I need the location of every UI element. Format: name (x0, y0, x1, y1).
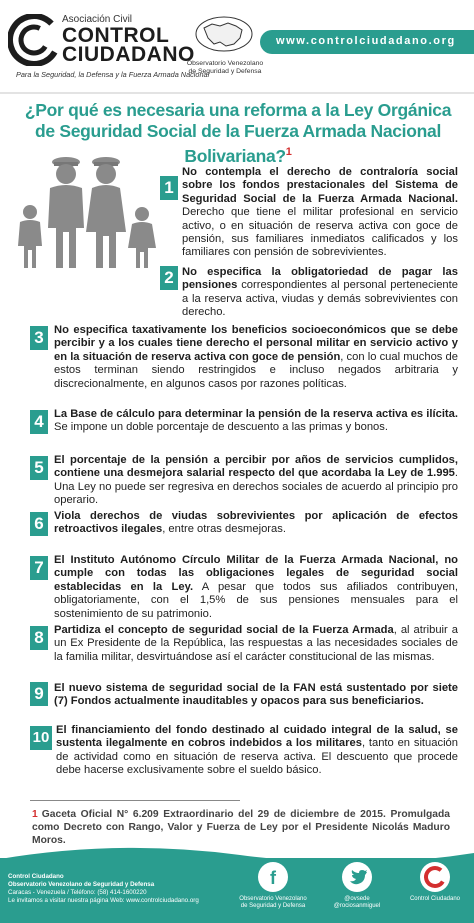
svg-text:f: f (270, 868, 276, 888)
list-item-8: Partidiza el concepto de seguridad social de la Fuerza Armada, al atribuir a un Ex Presidente de la República, las respuestas a las necesidades sociales de la familia militar, desvirtuándose así el carácter constitucional de las mismas. (54, 624, 458, 663)
list-item-3: No especifica taxativamente los beneficios socioeconómicos que se debe percibir y a los cuales tiene derecho el personal militar en servicio activo y en la situación de reserva activa con goce de pensión, con lo cual muchos de estos terminan siendo restringidos e incluso negados arbitraria y discrecionalmente, en algunos casos por razones políticas. (54, 324, 458, 390)
list-item-2: No especifica la obligatoriedad de pagar las pensiones correspondientes al personal perteneciente a la reserva activa, viudas y demás sobrevivientes con derecho. (182, 266, 458, 319)
facebook-icon[interactable] (258, 862, 288, 892)
item-number-4: 4 (30, 410, 48, 434)
list-item-9: El nuevo sistema de seguridad social de la FAN está sustentado por siete (7) Fondos actualmente inauditables y opacos para sus beneficiarios. (54, 682, 458, 708)
footnote: 1 Gaceta Oficial N° 6.209 Extraordinario del 29 de diciembre de 2015. Promulgada como Decreto con Rango, Valor y Fuerza de Ley por el Presidente Nicolás Maduro Moros. (32, 809, 450, 846)
twitter-icon[interactable] (342, 862, 372, 892)
website-link[interactable]: www.controlciudadano.org (276, 35, 456, 47)
item-number-5: 5 (30, 456, 48, 480)
footnote-divider (30, 800, 240, 801)
social-facebook[interactable]: f Observatorio Venezolano de Seguridad y Defensa (236, 862, 310, 910)
list-item-10: El financiamiento del fondo destinado al cuidado integral de la salud, se sustenta ilegalmente en cobros indebidos a los militares, tanto en situación de actividad como en situación de reserva activa. El descuento que procede debe hacerse exclusivamente sobre el sueldo básico. (56, 724, 459, 777)
social-youtube[interactable]: Control Ciudadano (398, 862, 472, 903)
list-item-1: No contempla el derecho de contraloría social sobre los fondos prestacionales del Sistema de Seguridad Social de la Fuerza Armada Nacional. Derecho que tiene el militar profesional en servicio activo, o en situación de reserva activa con goce de pensión, sus familiares inmediatos calificados y los familiares con pensión de sobrevivientes. (182, 166, 458, 259)
item-number-9: 9 (30, 682, 48, 706)
footer-contact: Control Ciudadano Observatorio Venezolano de Seguridad y Defensa Caracas - Venezuela / Teléfono: (58) 414-1600220 Le invitamos a visitar nuestra página Web: www.controlciudadano.org (8, 873, 199, 904)
item-number-10: 10 (30, 726, 52, 750)
list-item-6: Viola derechos de viudas sobrevivientes por aplicación de efectos retroactivos ilegales, entre otras desmejoras. (54, 510, 458, 536)
military-family-icon (14, 150, 164, 270)
list-item-5: El porcentaje de la pensión a percibir por años de servicios cumplidos, contiene una desmejora salarial respecto del que acordaba la Ley de 1.995. Una Ley no puede ser regresiva en derechos sociales de acuerdo al principio pro operario. (54, 454, 458, 507)
page-title: ¿Por qué es necesaria una reforma a la Ley Orgánica de Seguridad Social de la Fuerza Armada Nacional Bolivariana?$^1$ (24, 100, 452, 166)
item-number-7: 7 (30, 556, 48, 580)
header-divider (0, 92, 474, 94)
control-ciudadano-logo-icon (8, 14, 60, 66)
footnote-number: 1 (32, 809, 38, 820)
item-number-3: 3 (30, 326, 48, 350)
list-item-4: La Base de cálculo para determinar la pensión de la reserva activa es ilícita. Se impone un doble porcentaje de descuento a las primas y bonos. (54, 408, 458, 434)
org-subtitle: Asociación Civil (62, 14, 133, 25)
youtube-icon[interactable] (420, 862, 450, 892)
item-number-6: 6 (30, 512, 48, 536)
website-banner[interactable] (260, 30, 474, 54)
title-reference: 1 (285, 146, 292, 158)
list-item-7: El Instituto Autónomo Círculo Militar de la Fuerza Armada Nacional, no cumple con todas las obligaciones legales de seguridad social establecidas en la Ley. A pesar que todos sus afiliados contribuyen, obligatoriamente, con el 1,5% de sus pensiones mensuales para el sostenimiento de su patrimonio. (54, 554, 458, 620)
item-number-2: 2 (160, 266, 178, 290)
social-twitter[interactable]: @ovsede @rociosanmiguel (320, 862, 394, 910)
org-tagline: Para la Seguridad, la Defensa y la Fuerza Armada Nacional (16, 70, 210, 79)
header (0, 0, 474, 92)
venezuela-map-icon (190, 14, 258, 54)
item-number-1: 1 (160, 176, 178, 200)
org-name: CONTROL CIUDADANO (62, 24, 195, 66)
ovsd-name: Observatorio Venezolano de Seguridad y Defensa (186, 60, 264, 75)
item-number-8: 8 (30, 626, 48, 650)
